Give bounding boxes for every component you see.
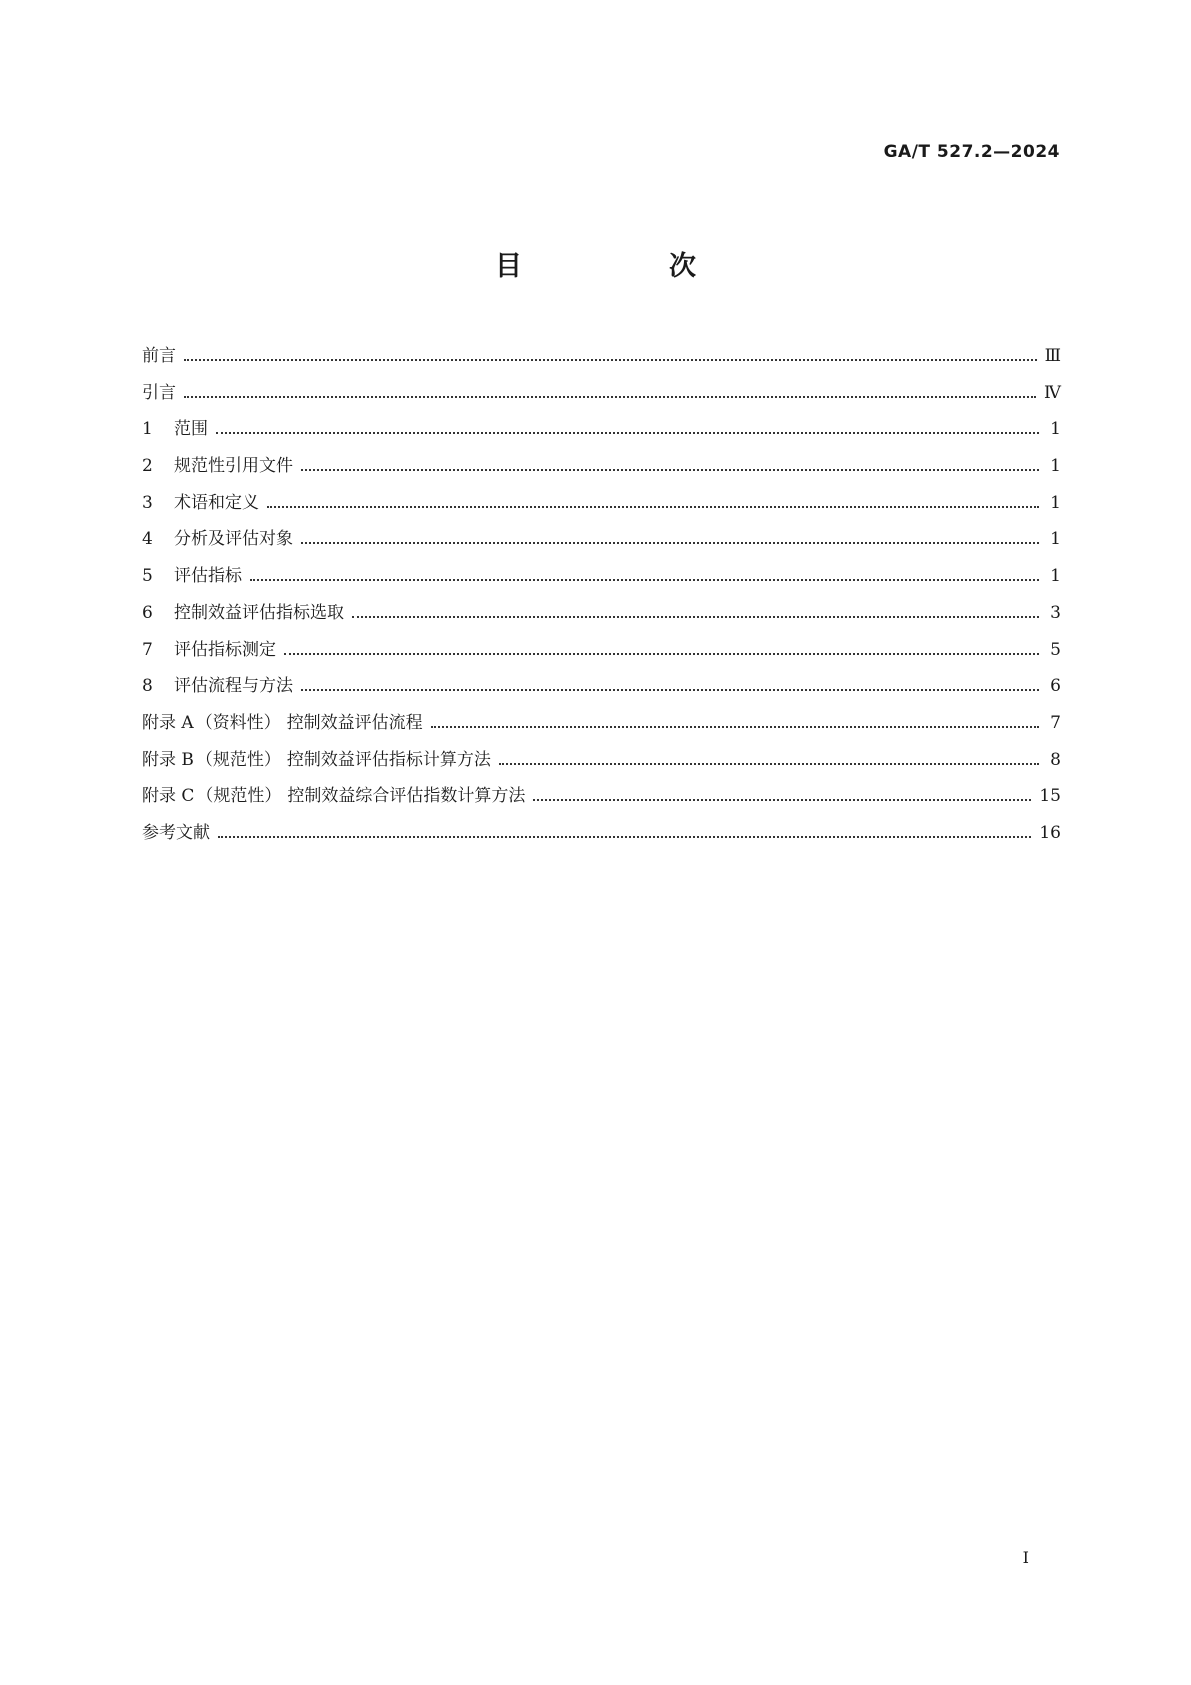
toc-entry-label: 分析及评估对象 xyxy=(174,529,293,550)
toc-entry-label: 控制效益综合评估指数计算方法 xyxy=(287,786,526,807)
toc-entry-page: 7 xyxy=(1050,712,1061,733)
toc-entry-annex-b[interactable] xyxy=(142,742,1061,779)
dot-leader xyxy=(499,743,1039,765)
dot-leader xyxy=(184,339,1037,361)
toc-entry-label: 控制效益评估指标计算方法 xyxy=(286,749,491,770)
toc-entry-label: 前言 xyxy=(142,346,176,366)
toc-entry-scope[interactable] xyxy=(142,411,1061,448)
dot-leader xyxy=(301,449,1039,471)
toc-entry-label: 范围 xyxy=(174,419,208,440)
toc-entry-label: 规范性引用文件 xyxy=(174,456,293,477)
toc-entry-page: 5 xyxy=(1050,639,1061,660)
toc-entry-page: 15 xyxy=(1039,786,1061,807)
toc-entry-number: 5 xyxy=(142,566,153,587)
toc-entry-page: Ⅳ xyxy=(1044,382,1061,403)
annex-number: 附录 B xyxy=(142,749,194,770)
toc-entry-page: 16 xyxy=(1039,822,1061,843)
toc-entry-terms-definitions[interactable] xyxy=(142,485,1061,522)
dot-leader xyxy=(301,669,1039,691)
dot-leader xyxy=(250,559,1039,581)
dot-leader xyxy=(533,779,1031,801)
annex-type: （规范性） xyxy=(196,786,282,807)
annex-type: （资料性） xyxy=(195,712,281,733)
dot-leader xyxy=(301,522,1039,544)
toc-entry-page: 1 xyxy=(1050,456,1061,477)
toc-entry-label: 引言 xyxy=(142,382,176,403)
toc-entry-page: 3 xyxy=(1050,602,1061,623)
toc-entry-annex-a[interactable] xyxy=(142,705,1061,742)
toc-entry-evaluation-process[interactable] xyxy=(142,668,1061,705)
toc-entry-label: 参考文献 xyxy=(142,822,210,843)
toc-entry-number: 1 xyxy=(142,419,153,440)
toc-entry-page: 1 xyxy=(1050,492,1061,513)
toc-entry-page: 1 xyxy=(1050,529,1061,550)
dot-leader xyxy=(431,706,1039,728)
toc-entry-number: 3 xyxy=(142,492,153,513)
toc-entry-page: 1 xyxy=(1050,419,1061,440)
toc-entry-normative-references[interactable] xyxy=(142,448,1061,485)
toc-title: 目 次 xyxy=(495,251,756,282)
toc-entry-indicator-measurement[interactable] xyxy=(142,632,1061,669)
toc-entry-annex-c[interactable] xyxy=(142,778,1061,815)
toc-entry-number: 8 xyxy=(142,676,153,697)
toc-entry-bibliography[interactable] xyxy=(142,815,1061,852)
page-number: Ⅰ xyxy=(1022,1548,1029,1567)
toc-entry-label: 评估流程与方法 xyxy=(174,676,293,697)
annex-number: 附录 C xyxy=(142,786,195,807)
toc-entry-label: 评估指标测定 xyxy=(174,639,276,660)
toc-entry-page: 8 xyxy=(1050,749,1061,770)
toc-entry-evaluation-indicators[interactable] xyxy=(142,558,1061,595)
toc-entry-number: 7 xyxy=(142,639,153,660)
toc-entry-analysis-objects[interactable] xyxy=(142,521,1061,558)
toc-entry-number: 4 xyxy=(142,529,153,550)
dot-leader xyxy=(267,486,1039,508)
toc-entry-introduction[interactable] xyxy=(142,375,1061,412)
toc-entry-label: 控制效益评估流程 xyxy=(286,712,423,733)
toc-entry-page: 1 xyxy=(1050,566,1061,587)
annex-number: 附录 A xyxy=(142,712,194,733)
toc-entry-label: 术语和定义 xyxy=(174,492,259,513)
dot-leader xyxy=(184,376,1036,398)
toc-entry-number: 6 xyxy=(142,602,153,623)
toc-entry-label: 控制效益评估指标选取 xyxy=(174,602,344,623)
dot-leader xyxy=(352,596,1039,618)
toc-entry-foreword[interactable] xyxy=(142,338,1061,375)
toc-entry-page: 6 xyxy=(1050,676,1061,697)
document-code: GA/T 527.2—2024 xyxy=(883,142,1060,162)
dot-leader xyxy=(216,412,1039,434)
toc-entry-number: 2 xyxy=(142,456,153,477)
toc-list xyxy=(142,338,1061,852)
dot-leader xyxy=(218,816,1031,838)
annex-type: （规范性） xyxy=(195,749,281,770)
toc-entry-page: Ⅲ xyxy=(1044,346,1061,366)
toc-entry-label: 评估指标 xyxy=(174,566,242,587)
toc-entry-indicator-selection[interactable] xyxy=(142,595,1061,632)
dot-leader xyxy=(284,633,1039,655)
